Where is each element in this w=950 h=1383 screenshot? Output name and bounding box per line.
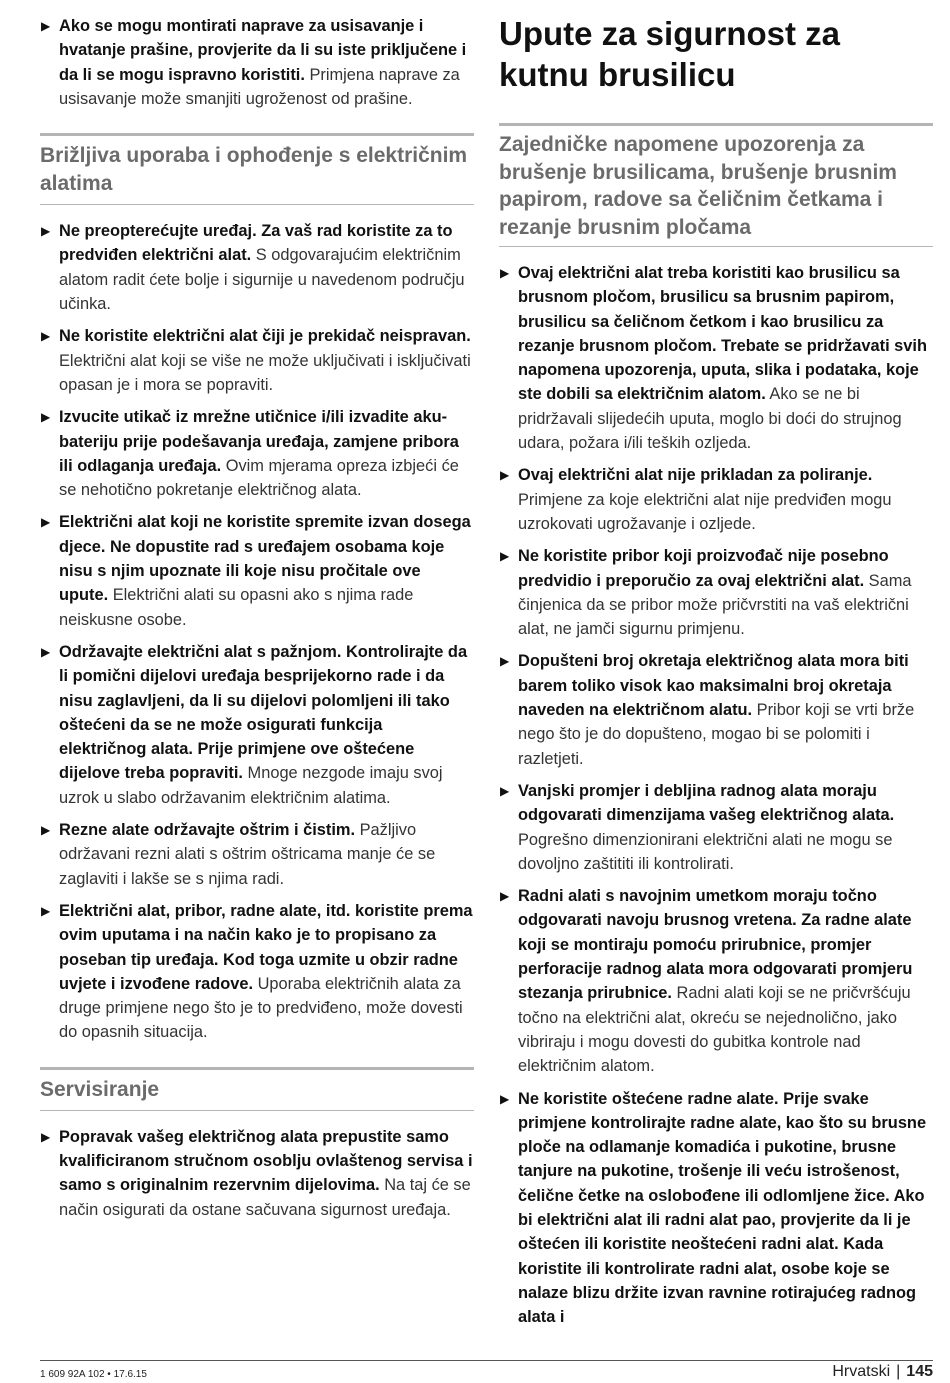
list-item <box>499 884 933 1078</box>
section-title: Zajedničke napomene upozorenja za brušenje brusilicama, brušenje brusnim papirom, radove sa čeličnim četkama i rezanje brusnim pločama <box>499 133 897 239</box>
item-bold-text: Električni alat, pribor, radne alate, itd. koristite prema ovim uputama i na način kako je to propisano za poseban tip uređaja. Kod toga uzmite u obzir radne uvjete i izvođene radove. <box>59 901 473 993</box>
page-title: Upute za sigurnost za kutnu brusilicu <box>499 15 841 93</box>
item-bold-text: Ne koristite oštećene radne alate. Prije svake primjene kontrolirajte radne alate, kao što su brusne ploče na odlamanje komadića i pukotine, brusne tanjure na pukotine, trošenje ili veću istrošenost, čelične četke na oslobođene ili odlomljene žice. Ako bi električni alat ili radni alat pao, provjerite da li je oštećen ili koristite neoštećeni radni alat. Kada koristite ili kontrolirate radni alat, osobe koje se nalaze blizu držite izvan ravnine rotirajućeg radnog alata i <box>518 1089 927 1327</box>
list-item <box>40 324 474 397</box>
list-item <box>499 261 933 455</box>
section-list <box>40 219 474 1045</box>
item-text: Na taj će se način osigurati da ostane sačuvana sigurnost uređaja. <box>59 1176 471 1219</box>
item-bold-text: Ako se mogu montirati naprave za usisavanje i hvatanje prašine, provjerite da li su iste priključene i da li se mogu ispravno koristiti. <box>59 17 467 84</box>
item-bold-text: Ovaj električni alat treba koristiti kao brusilicu sa brusnom pločom, brusilicu sa brusnim papirom, brusilicu sa čeličnom četkom i kao brusilicu za rezanje brusnom pločom. Trebate se pridržavati svih napomena upozorenja, uputa, slika i podataka, koje ste dobili sa električnim alatom. <box>518 264 927 404</box>
section-list <box>40 1125 474 1222</box>
footer-doc-code: 1 609 92A 102 • 17.6.15 <box>40 1369 147 1380</box>
list-item <box>40 818 474 891</box>
list-item <box>499 1087 933 1330</box>
item-bold-text: Radni alati s navojnim umetkom moraju točno odgovarati navoju brusnog vretena. Za radne alate koji se montiraju pomoću prirubnice, promjer perforacije radnog alata mora odgovarati promjeru stezanja prirubnice. <box>518 887 913 1003</box>
footer-page-info <box>832 1363 933 1381</box>
list-item <box>40 510 474 631</box>
list-item <box>499 779 933 876</box>
footer-divider <box>40 1360 933 1361</box>
item-bold-text: Dopušteni broj okretaja električnog alata mora biti barem toliko visok kao maksimalni broj okretaja naveden na električnom alatu. <box>518 652 909 720</box>
item-text: Radni alati koji se ne pričvršćuju točno na električni alat, okreću se nejednolično, jako vibriraju i mogu dovesti do gubitka kontrole nad električnim alatom. <box>518 984 911 1076</box>
section-list <box>499 261 933 1329</box>
item-bold-text: Vanjski promjer i debljina radnog alata moraju odgovarati dimenzijama vašeg električnog alata. <box>518 781 895 825</box>
item-bold-text: Popravak vašeg električnog alata prepustite samo kvalificiranom stručnom osoblju ovlaštenog servisa i samo s originalnim rezervnim dijelovima. <box>59 1127 473 1195</box>
item-text: Pogrešno dimenzionirani električni alati ne mogu se dovoljno zaštititi ili kontrolirati. <box>518 830 893 873</box>
item-text: Uporaba električnih alata za druge primjene nego što je to predviđeno, može dovesti do opasnih situacija. <box>59 974 463 1042</box>
list-item <box>499 649 933 770</box>
item-text: Električni alati su opasni ako s njima rade neiskusne osobe. <box>59 586 414 629</box>
list-item <box>499 544 933 641</box>
item-text: Mnoge nezgode imaju svoj uzrok u slabo održavanim električnim alatima. <box>59 764 443 807</box>
item-text: Pažljivo održavani rezni alati s oštrim oštricama manje će se zaglaviti i lakše se s njima radi. <box>59 821 436 888</box>
item-text: Pribor koji se vrti brže nego što je do dopušteno, mogao bi se polomiti i razletjeti. <box>518 701 915 768</box>
item-bold-text: Rezne alate održavajte oštrim i čistim. <box>59 821 356 840</box>
item-bold-text: Ne koristite pribor koji proizvođač nije posebno predvidio i preporučio za ovaj električni alat. <box>518 547 889 590</box>
item-bold-text: Ne koristite električni alat čiji je prekidač neispravan. <box>59 327 471 346</box>
item-text: Ovim mjerama opreza izbjeći će se nehotično pokretanje električnog alata. <box>59 456 459 500</box>
list-item <box>40 899 474 1045</box>
item-text: Električni alat koji se više ne može uključivati i isključivati opasan je i mora se popraviti. <box>59 351 471 394</box>
right-column <box>499 14 933 1337</box>
item-text: Primjena naprave za usisavanje može smanjiti ugroženost od prašine. <box>59 65 460 108</box>
list-item <box>40 640 474 810</box>
list-item <box>40 14 474 111</box>
footer-language: Hrvatski <box>832 1363 891 1380</box>
list-item <box>40 405 474 502</box>
left-column <box>40 14 474 1230</box>
list-item <box>40 219 474 316</box>
item-bold-text: Ne preopterećujte uređaj. Za vaš rad koristite za to predviđen električni alat. <box>59 222 453 265</box>
item-bold-text: Izvucite utikač iz mrežne utičnice i/ili izvadite aku-bateriju prije podešavanja uređaja, zamjene pribora ili odlaganja uređaja. <box>59 408 459 475</box>
footer-separator: | <box>896 1363 901 1380</box>
section-title: Servisiranje <box>40 1077 160 1101</box>
section-heading <box>499 123 933 247</box>
item-text: Primjene za koje električni alat nije predviđen mogu uzrokovati ugrožavanje i ozljede. <box>518 490 892 533</box>
list-item <box>499 463 933 536</box>
item-text: S odgovarajućim električnim alatom radit ćete bolje i sigurnije u navedenom području učinka. <box>59 246 465 314</box>
section-heading <box>40 1067 474 1111</box>
section-title: Brižljiva uporaba i ophođenje s električnim alatima <box>40 144 468 196</box>
section-heading <box>40 133 474 205</box>
item-text: Sama činjenica da se pribor može pričvrstiti na vaš električni alat, ne jamči sigurnu primjenu. <box>518 571 912 639</box>
item-text: Ako se ne bi pridržavali slijedećih uputa, moglo bi doći do strujnog udara, požara i/ili teških ozljeda. <box>518 385 902 453</box>
page-number: 145 <box>906 1363 933 1380</box>
list-item <box>40 1125 474 1222</box>
item-bold-text: Električni alat koji ne koristite spremite izvan dosega djece. Ne dopustite rad s uređajem osobama koje nisu s njim upoznate ili koje nisu pročitale ove upute. <box>59 513 471 605</box>
item-bold-text: Ovaj električni alat nije prikladan za poliranje. <box>518 466 873 485</box>
item-bold-text: Održavajte električni alat s pažnjom. Kontrolirajte da li pomični dijelovi uređaja besprijekorno rade i da nisu zaglavljeni, da li su dijelovi polomljeni ili tako oštećeni da se ne može osigurati funkcija električnog alata. Prije primjene ove oštećene dijelove treba popraviti. <box>59 642 468 783</box>
